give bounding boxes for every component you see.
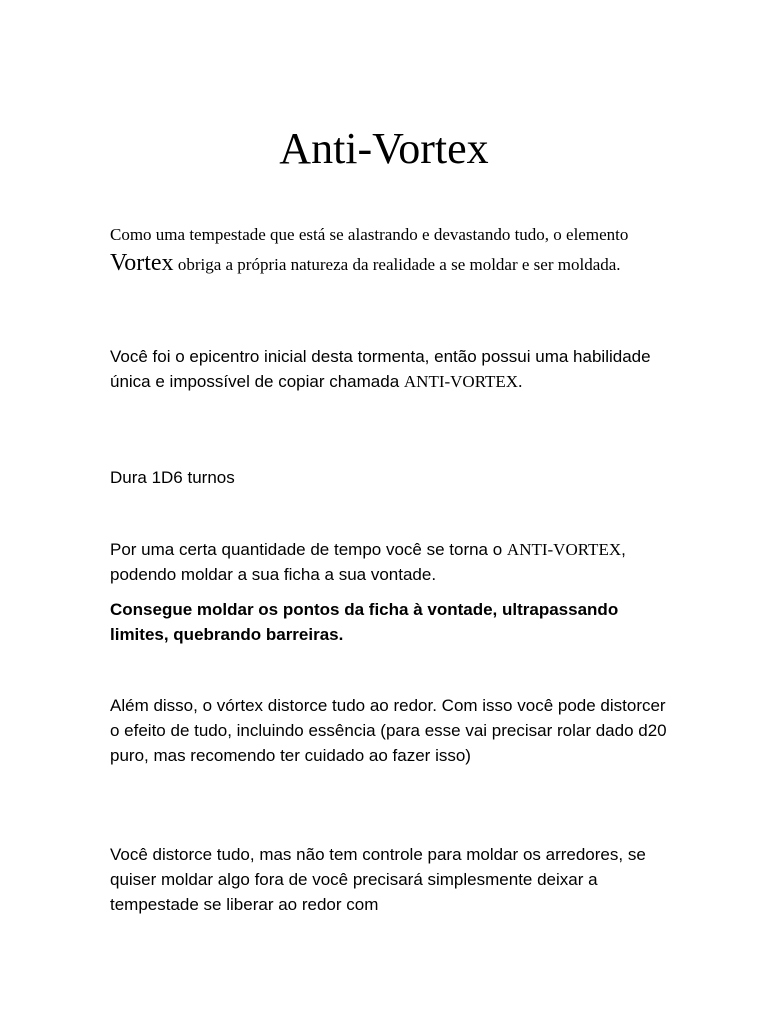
paragraph-duration: Dura 1D6 turnos xyxy=(110,468,235,487)
intro-emphasis: Vortex xyxy=(110,250,174,276)
anti-vortex-name: ANTI-VORTEX. xyxy=(403,372,523,391)
paragraph-bold-limits: Consegue moldar os pontos da ficha à vontade, ultrapassando limites, quebrando barreiras. xyxy=(110,600,619,644)
anti-vortex-name-2: ANTI-VORTEX xyxy=(506,540,622,559)
paragraph-transform xyxy=(110,537,670,587)
paragraph-surroundings: Você distorce tudo, mas não tem controle para moldar os arredores, se quiser moldar algo fora de você precisará simplesmente deixar a tempestade se liberar ao redor com xyxy=(110,845,646,914)
paragraph-distortion: Além disso, o vórtex distorce tudo ao redor. Com isso você pode distorcer o efeito de tudo, incluindo essência (para esse vai precisar rolar dado d20 puro, mas recomendo ter cuidado ao fazer isso) xyxy=(110,696,667,765)
intro-text-start: Como uma tempestade que está se alastrando e devastando tudo, o elemento xyxy=(110,225,629,244)
paragraph-transform-text: Por uma certa quantidade de tempo você se torna o xyxy=(110,540,507,559)
document-title: Anti-Vortex xyxy=(279,124,489,173)
paragraph-epicenter xyxy=(110,344,670,394)
paragraph-epicenter-text: Você foi o epicentro inicial desta tormenta, então possui uma habilidade única e impossível de copiar chamada xyxy=(110,347,651,391)
intro-paragraph xyxy=(110,221,662,279)
intro-text-end: obriga a própria natureza da realidade a se moldar e ser moldada. xyxy=(173,255,621,274)
paragraph-transform-end: , podendo moldar a sua ficha a sua vontade. xyxy=(110,540,626,584)
